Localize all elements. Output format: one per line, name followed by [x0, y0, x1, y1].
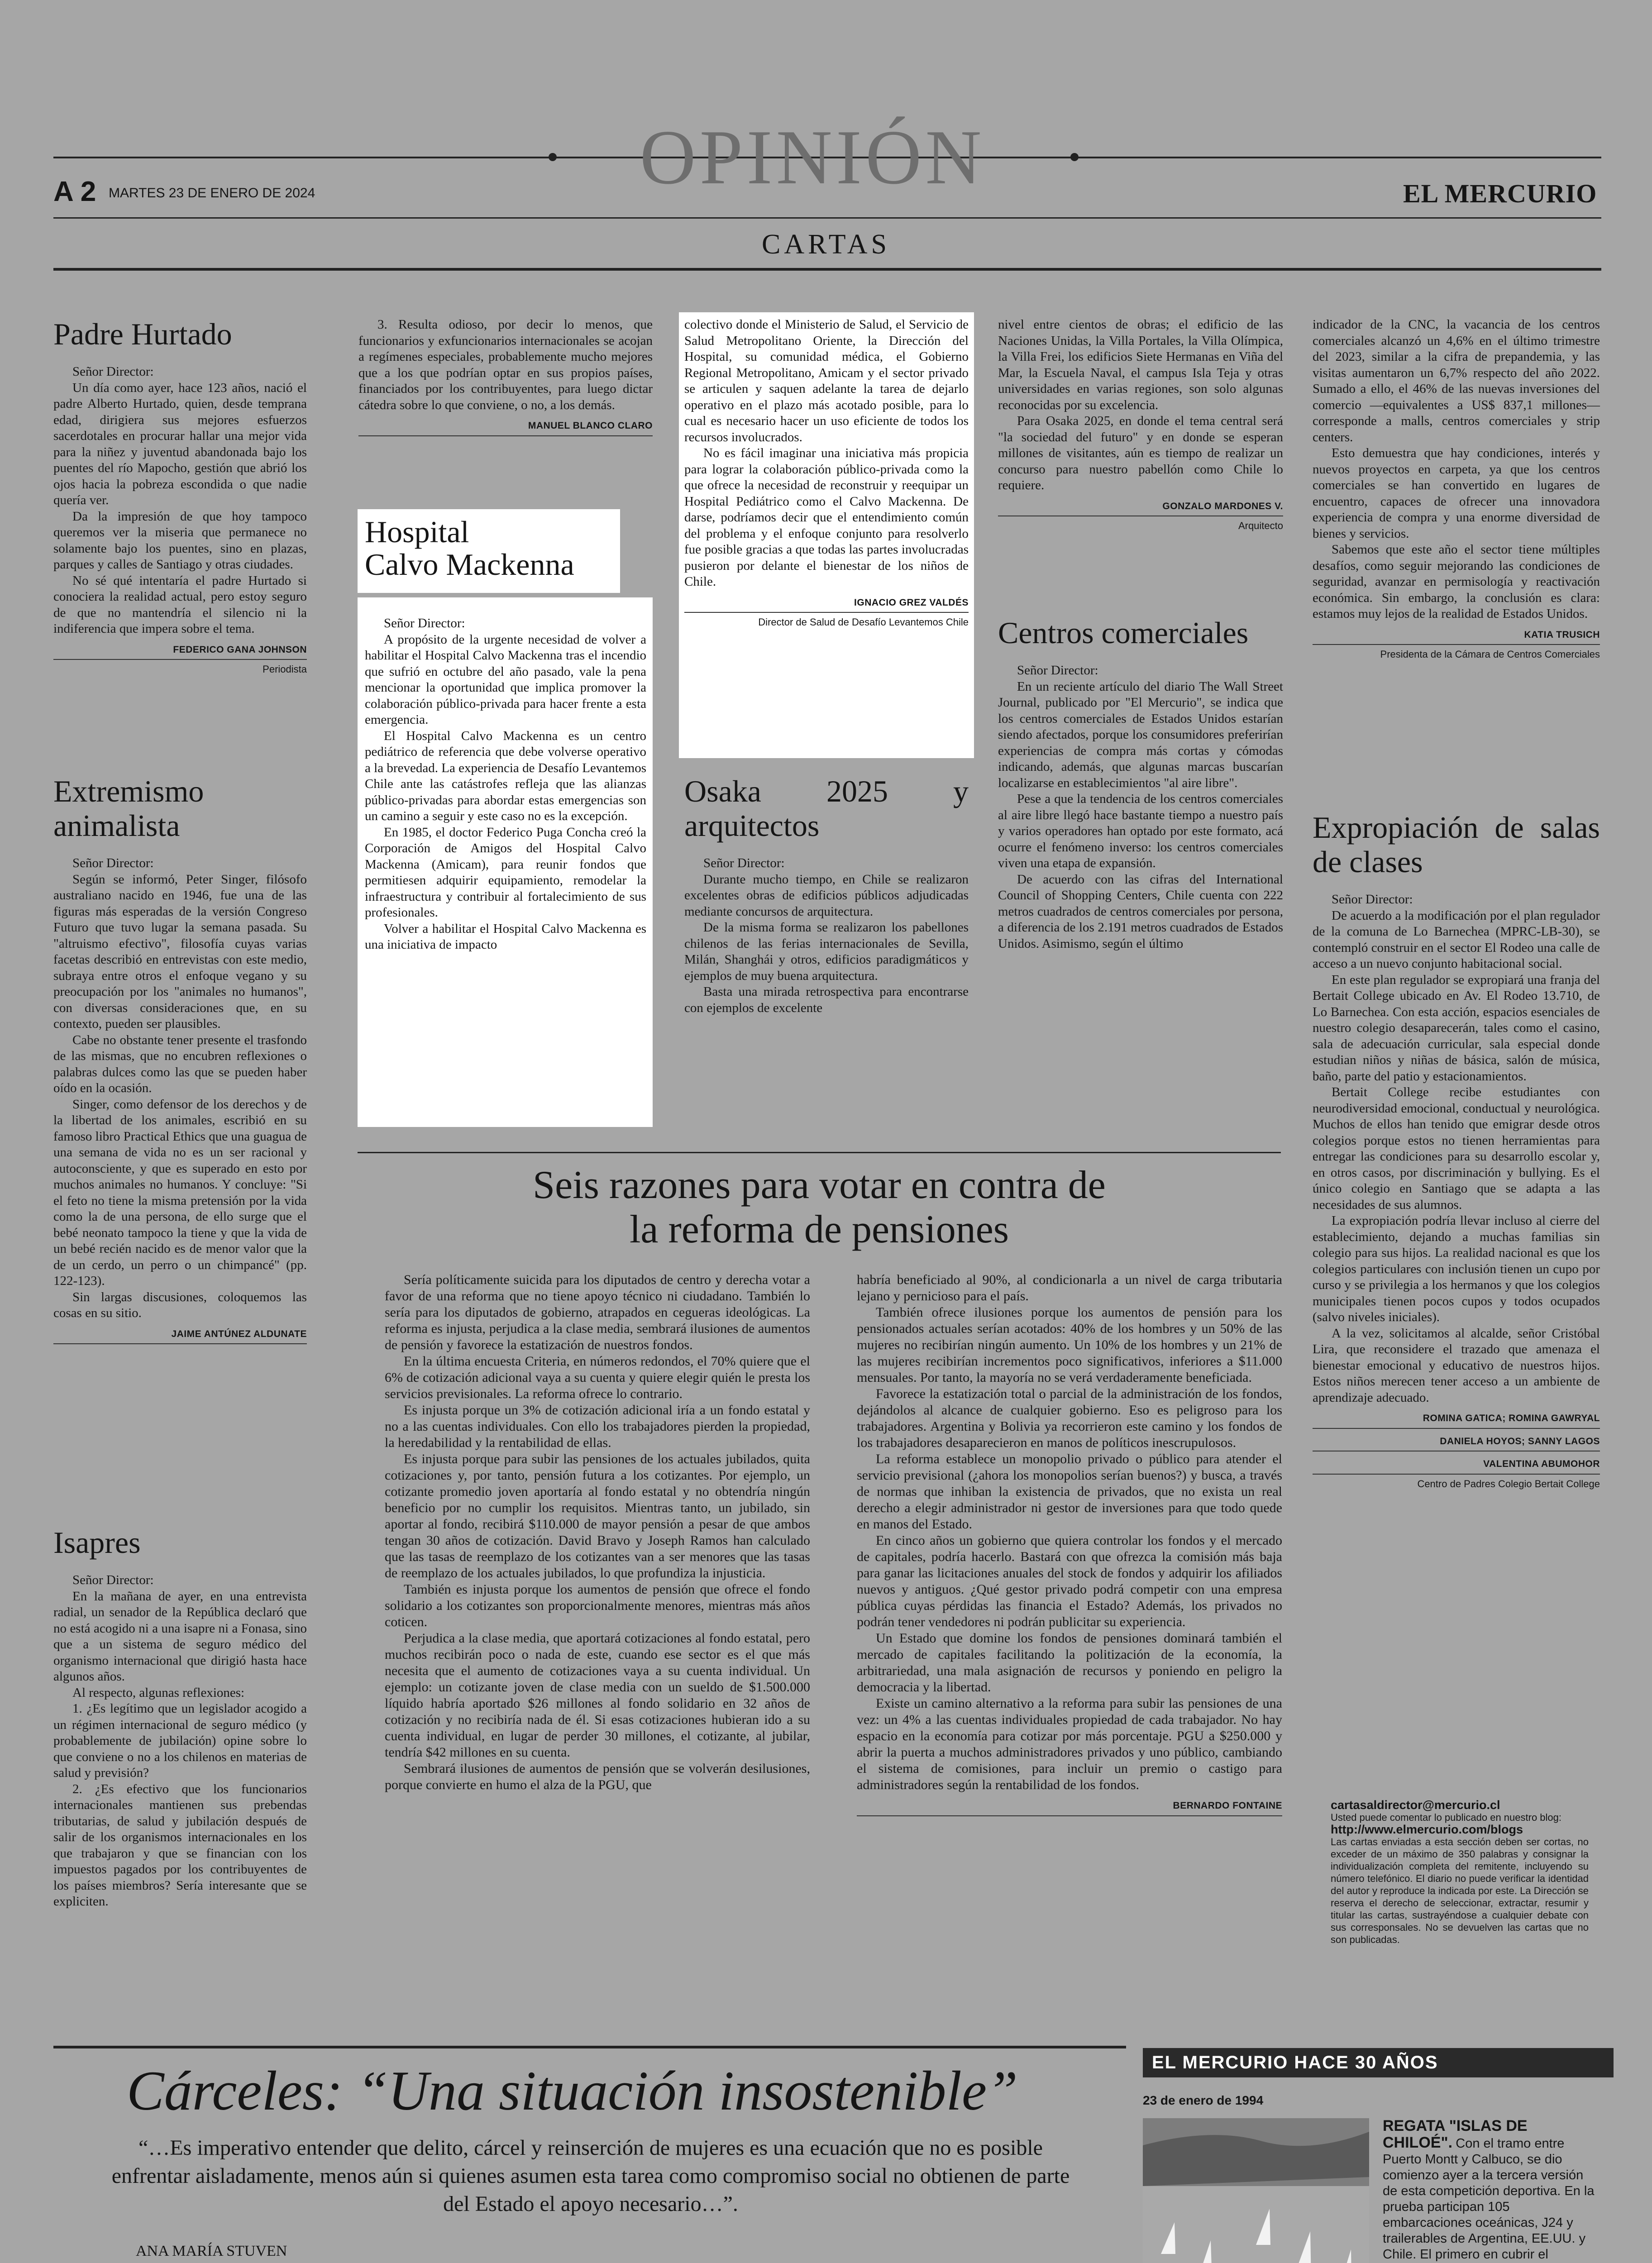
letter-title	[358, 509, 620, 587]
paragraph: También ofrece ilusiones porque los aumentos de pensión para los pensionados actuales serían acotados: 40% de los hombres y un 50% de las mujeres no recibirían ningún aumento. Un 10% de los hombres y un 21% de las mujeres recibirían incrementos poco significativos, inferiores a $11.000 mensuales. Por tanto, la mayoría no se verá verdaderamente beneficiada.	[857, 1305, 1282, 1385]
salutation: Señor Director:	[72, 364, 154, 379]
signature: JAIME ANTÚNEZ ALDUNATE	[53, 1326, 307, 1345]
salutation: Señor Director:	[72, 856, 154, 870]
section-rule	[358, 1152, 1281, 1153]
paragraph: Basta una mirada retrospectiva para encontrarse con ejemplos de excelente	[684, 984, 969, 1015]
title-line: Hospital	[365, 515, 469, 549]
page-number: A 2	[53, 176, 96, 207]
paragraph: En este plan regulador se expropiará una franja del Bertait College ubicado en Av. El Rodeo 13.710, de Lo Barnechea. Con esta acción, espacios esenciales de nuestro colegio desaparecerán, tales como el casino, sala de adecuación curricular, sala especial donde estudian niños y niñas de básica, salón de música, baño, parte del patio y estacionamientos.	[1313, 972, 1600, 1084]
paragraph: habría beneficiado al 90%, al condicionarla a un nivel de carga tributaria lejano y pernicioso para el país.	[857, 1272, 1282, 1303]
title-line: Seis razones para votar en contra de	[533, 1163, 1106, 1207]
subsection-title: CARTAS	[762, 229, 890, 260]
paragraph: No sé qué intentaría el padre Hurtado si conociera la realidad actual, pero estoy seguro de que no mantendría el silencio ni la indiferencia que impera sobre el tema.	[53, 573, 307, 636]
paragraph: Pese a que la tendencia de los centros comerciales al aire libre llegó hace bastante tiempo a nuestro país y varios operadores han optado por este formato, acá ocurre el fenómeno inverso: los centros comerciales viven una etapa de expansión.	[998, 792, 1283, 870]
salutation: Señor Director:	[1017, 663, 1098, 678]
signature: FEDERICO GANA JOHNSON	[53, 642, 307, 660]
signature: GONZALO MARDONES V.	[998, 498, 1283, 517]
contact-box	[1331, 1799, 1589, 1946]
paragraph: Es injusta porque para subir las pensiones de los actuales jubilados, quita cotizaciones y, por tanto, pensión futura a los cotizantes. Por ejemplo, un cotizante promedio joven aportaría al fondo estatal y no obtendría ningún beneficio por no cumplir los requisitos. Mientras tanto, un jubilado, sin aportar al fondo, recibirá $110.000 de mayor pensión a pesar de que ambos tengan 30 años de cotización. David Bravo y Joseph Ramos han calculado que las tasas de reemplazo de los cotizantes van a ser menores que las tasas de reemplazo de los actuales jubilados, lo que profundiza la injusticia.	[385, 1451, 810, 1580]
paragraph: Durante mucho tiempo, en Chile se realizaron excelentes obras de edificios públicos adjudicadas mediante concursos de arquitectura.	[684, 872, 969, 919]
paragraph: A propósito de la urgente necesidad de volver a habilitar el Hospital Calvo Mackenna tras el incendio que sufrió en octubre del año pasado, vale la pena mencionar la oportunidad que implica promover la colaboración público-privada para hacer frente a esta emergencia.	[365, 632, 646, 727]
letter-title: Padre Hurtado	[53, 317, 232, 351]
paragraph: Volver a habilitar el Hospital Calvo Mackenna es una iniciativa de impacto	[365, 921, 646, 952]
paragraph: A la vez, solicitamos al alcalde, señor Cristóbal Lira, que reconsidere el trazado que amenaza el bienestar emocional y educativo de nuestros hijos. Estos niños merecen tener acceso a un ambiente de aprendizaje adecuado.	[1313, 1326, 1600, 1405]
paragraph: Es injusta porque un 3% de cotización adicional iría a un fondo estatal y no a las cuentas individuales. Con ello los trabajadores pierden la propiedad, la heredabilidad y la rentabilidad de ellas.	[385, 1403, 810, 1450]
paragraph: De acuerdo con las cifras del International Council of Shopping Centers, Chile cuenta con 222 metros cuadrados de centros comerciales por persona, a diferencia de los 2.191 metros cuadrados de Estados Unidos. Asimismo, según el último	[998, 872, 1283, 951]
letter-title: Isapres	[53, 1525, 141, 1560]
paragraph: Según se informó, Peter Singer, filósofo australiano nacido en 1946, fue una de las figuras más esperadas de la versión Congreso Futuro que tuvo lugar la semana pasada. Su "altruismo efectivo", filosofía cuyas varias facetas describió en entrevistas con este medio, subraya entre otros el enfoque vegano y su preocupación por los "animales no humanos", con diversas consideraciones que, en su contexto, pueden ser plausibles.	[53, 872, 307, 1031]
salutation: Señor Director:	[384, 616, 465, 630]
paragraph: Para Osaka 2025, en donde el tema central será "la sociedad del futuro" y en donde se esperan millones de visitantes, aún es tiempo de realizar un concurso para nuestro pabellón como Chile lo requiere.	[998, 414, 1283, 492]
masthead-rule	[53, 217, 1601, 219]
paragraph: 1. ¿Es legítimo que un legislador acogido a un régimen internacional de seguro médico (y probablemente de jubilación) opine sobre lo que conviene o no a los chilenos en materias de salud y previsión?	[53, 1701, 307, 1780]
paragraph: En 1985, el doctor Federico Puga Concha creó la Corporación de Amigos del Hospital Calvo Mackenna (Amicam), para reunir fondos que permitiesen adquirir equipamiento, remodelar la infraestructura y contribuir al fortalecimiento de sus profesionales.	[365, 825, 646, 920]
signature-role: Presidenta de la Cámara de Centros Comerciales	[1380, 649, 1600, 660]
paragraph: En la mañana de ayer, en una entrevista radial, un senador de la República declaró que no está acogido ni a una isapre ni a Fonasa, sino que a un sistema de seguro médico del organismo internacional que dirigió hasta hace algunos años.	[53, 1589, 307, 1684]
signature: BERNARDO FONTAINE	[857, 1798, 1282, 1816]
letter-calvo-mackenna	[365, 616, 646, 953]
author-name: ANA MARÍA STUVEN	[136, 2243, 287, 2259]
paragraph: 3. Resulta odioso, por decir lo menos, que funcionarios y exfuncionarios internacionales se acojan a regímenes especiales, probablemente mucho mejores que a los que podrían optar en sus propios países, financiados por los contribuyentes, para luego dictar cátedra sobre lo que conviene, o no, a los demás.	[358, 317, 653, 412]
letter-osaka	[684, 774, 969, 1016]
paragraph: Esto demuestra que hay condiciones, interés y nuevos proyectos en carpeta, ya que los centros comerciales se han convertido en lugares de encuentro, capaces de ofrecer una innovadora experiencia de compra y una enorme diversidad de bienes y servicios.	[1313, 446, 1600, 541]
letter-isapres	[53, 1525, 307, 1910]
paragraph: 2. ¿Es efectivo que los funcionarios internacionales mantienen sus prebendas tributarias, de salud y jubilación después de salir de los organismos internacionales en los que trabajaron y que se financian con los impuestos pagados por los contribuyentes de los países miembros? Sería interesante que se expliciten.	[53, 1781, 307, 1909]
signature-role: Arquitecto	[1238, 520, 1283, 531]
paragraph: De la misma forma se realizaron los pabellones chilenos de las ferias internacionales de Sevilla, Milán, Shanghái y otros, edificios paradigmáticos y ejemplos de muy buena arquitectura.	[684, 920, 969, 983]
regata-item	[1383, 2118, 1595, 2263]
paragraph: Da la impresión de que hoy tampoco queremos ver la miseria que permanece no solamente bajo los puentes, sino en plazas, parques y calles de Santiago y otras ciudades.	[53, 509, 307, 572]
paragraph: Bertait College recibe estudiantes con neurodiversidad emocional, conductual y neurológica. Muchos de ellos han tenido que emigrar desde otros colegios porque estos no tienen herramientas para entregar las condiciones para su desarrollo escolar y, en otros casos, por discriminación y bullying. Es el único colegio en Santiago que se adapta a las necesidades de sus alumnos.	[1313, 1085, 1600, 1212]
regatta-photo	[1143, 2118, 1369, 2263]
paragraph: Existe un camino alternativo a la reforma para subir las pensiones de una vez: un 4% a las cuentas individuales propiedad de cada trabajador. No hay espacio en la economía para cotizar por más porcentaje. PGU a $250.000 y abrir la puerta a muchos administradores privados y uno público, cambiando el sistema de comisiones, para incluir un premio o castigo para administradores según la rentabilidad de los fondos.	[857, 1696, 1282, 1792]
paragraph: Singer, como defensor de los derechos y de la libertad de los animales, escribió en su famoso libro Practical Ethics que una guagua de una semana de vida no es un ser racional y autoconsciente, y que es superado en esto por muchos animales no humanos. Y concluye: "Si el feto no tiene la misma pretensión por la vida como la de una persona, de ello surge que el bebé neonato tampoco la tiene y que la vida de un bebé recién nacido es de menor valor que la de un cerdo, un perro o un chimpancé" (pp. 122-123).	[53, 1097, 307, 1288]
blog-link[interactable]: http://www.elmercurio.com/blogs	[1331, 1823, 1523, 1836]
signature: KATIA TRUSICH	[1313, 627, 1600, 645]
item-title: REGATA "ISLAS DE CHILOÉ".	[1383, 2117, 1528, 2151]
item-text: Con el tramo entre Puerto Montt y Calbuco, se dio comienzo ayer a la tercera versión de esta competición deportiva. En la prueba participan 105 embarcaciones oceánicas, J24 y trailerables de Argentina, EE.UU. y Chile. El primero en cubrir el	[1383, 2136, 1595, 2262]
signature-role: Director de Salud de Desafío Levantemos Chile	[758, 616, 969, 628]
paragraph: Sabemos que este año el sector tiene múltiples desafíos, como seguir mejorando las condiciones de seguridad, avanzar en permisología y reactivación económica. Sin embargo, la conclusión es clara: estamos muy lejos de la realidad de Estados Unidos.	[1313, 542, 1600, 621]
signature: ROMINA GATICA; ROMINA GAWRYAL	[1313, 1410, 1600, 1429]
paragraph: Sin largas discusiones, coloquemos las cosas en su sitio.	[53, 1289, 307, 1320]
paragraph: La expropiación podría llevar incluso al cierre del establecimiento, dejando a muchas familias sin colegio para sus hijos. La realidad nacional es que los colegios particulares con inclusión tienen un cupo por curso y se privilegia a los hermanos y que los colegios municipales tienen pocos cupos y todos ocupados (salvo niveles iniciales).	[1313, 1213, 1600, 1324]
paragraph: En un reciente artículo del diario The Wall Street Journal, publicado por "El Mercurio", se indica que los centros comerciales de Estados Unidos estarían siendo afectados, porque los consumidores preferirían experiencias de compra más cortas y cómodas indicando, además, que algunas marcas buscarían localizarse en establecimientos "al aire libre".	[998, 679, 1283, 790]
paragraph: En la última encuesta Criteria, en números redondos, el 70% quiere que el 6% de cotización adicional vaya a su cuenta y quiere elegir quién le presta los servicios previsionales. La reforma ofrece lo contrario.	[385, 1354, 810, 1401]
paragraph: Cabe no obstante tener presente el trasfondo de las mismas, que no encubren reflexiones o palabras dulces como las que se pueden haber oído en la ocasión.	[53, 1032, 307, 1095]
section-rule	[53, 2046, 1126, 2048]
letter-title: Expropiación de salas de clases	[1313, 810, 1600, 879]
letter-title: Osaka 2025 y arquitectos	[684, 774, 969, 843]
letter-title: Centros comerciales	[998, 616, 1249, 650]
article-title: Cárceles: “Una situación insostenible”	[127, 2060, 1018, 2122]
issue-date: MARTES 23 DE ENERO DE 2024	[109, 186, 315, 201]
signature: VALENTINA ABUMOHOR	[1313, 1456, 1600, 1475]
title-line: la reforma de pensiones	[629, 1208, 1009, 1251]
letter-title: Extremismo animalista	[53, 774, 204, 843]
salutation: Señor Director:	[72, 1573, 154, 1587]
paragraph: colectivo donde el Ministerio de Salud, el Servicio de Salud Metropolitano Oriente, la Dirección del Hospital, su comunidad médica, el Gobierno Regional Metropolitano, Amicam y el sector privado se articulen y saquen adelante la tarea de dejarlo operativo en el plazo más acotado posible, para lo cual es necesario hacer un uso eficiente de todos los recursos involucrados.	[684, 317, 969, 444]
paragraph: Sería políticamente suicida para los diputados de centro y derecha votar a favor de una reforma que no tiene apoyo técnico ni ciudadano. También lo sería para los diputados de gobierno, atrapados en cegueras ideológicas. La reforma es injusta, perjudica a la clase media, sembrará ilusiones de aumentos de pensión y favorece la estatización de nuestros fondos.	[385, 1272, 810, 1352]
paragraph: La reforma establece un monopolio privado o público para atender el servicio previsional (¿ahora los monopolios serían buenos?) y busca, a través de normas que inhiban la existencia de privados, que no exista un real derecho a elegir administrador ni gestor de inversiones para que todo quede en manos del Estado.	[857, 1451, 1282, 1532]
signature: DANIELA HOYOS; SANNY LAGOS	[1313, 1433, 1600, 1452]
signature-role: Periodista	[263, 664, 307, 675]
paragraph: Al respecto, algunas reflexiones:	[72, 1685, 245, 1700]
letter-calvo-continued	[684, 317, 969, 630]
title-box	[358, 509, 620, 593]
letter-extremismo	[53, 774, 307, 1344]
letter-centros-comerciales	[998, 616, 1283, 952]
paragraph: nivel entre cientos de obras; el edificio de las Naciones Unidas, la Villa Portales, la Villa Olímpica, la Villa Frei, los edificios Siete Hermanas en Viña del Mar, la Escuela Naval, el campus Isla Teja y otras universidades en varias regiones, son solo algunas reconocidas por su excelencia.	[998, 317, 1283, 412]
salutation: Señor Director:	[1332, 892, 1413, 907]
sailboat-photo-icon	[1143, 2118, 1369, 2263]
letter-expropiacion	[1313, 810, 1600, 1492]
paragraph: También es injusta porque los aumentos de pensión que ofrece el fondo solidario a los cotizantes son proporcionalmente menores, mientras más años coticen.	[385, 1582, 810, 1629]
paper-name: EL MERCURIO	[1403, 179, 1597, 208]
letter-osaka-continued	[998, 317, 1283, 534]
sidebar-header: EL MERCURIO HACE 30 AÑOS	[1143, 2048, 1614, 2077]
letter-isapres-continued	[358, 317, 653, 436]
pensiones-col-1	[385, 1272, 810, 1793]
salutation: Señor Director:	[703, 856, 785, 870]
pensiones-col-2	[857, 1272, 1282, 1816]
paragraph: indicador de la CNC, la vacancia de los centros comerciales alcanzó un 4,6% en el último trimestre del 2023, similar a la cifra de prepandemia, y las visitas aumentaron un 6,7% respecto del año 2022. Sumado a ello, el 46% de las nuevas inversiones del comercio —equivalentes a US$ 837,1 millones— corresponde a malls, centros comerciales y strip centers.	[1313, 317, 1600, 444]
column-title	[358, 1163, 1281, 1252]
bullet-icon	[549, 153, 557, 161]
article-quote: “…Es imperativo entender que delito, cárcel y reinserción de mujeres es una ecuación que no es posible enfrentar aisladamente, menos aún si quienes asumen esta tarea como compromiso social no obtienen de parte del Estado el apoyo necesario…”.	[111, 2136, 1070, 2216]
paragraph: Un Estado que domine los fondos de pensiones dominará también el mercado de capitales facilitando la politización de la economía, la arbitrariedad, una mala asignación de recursos y poniendo en peligro la democracia y la libertad.	[857, 1631, 1282, 1695]
title-line: Calvo Mackenna	[365, 547, 574, 582]
paragraph: Un día como ayer, hace 123 años, nació el padre Alberto Hurtado, quien, desde temprana edad, dirigiera sus mejores esfuerzos sacerdotales en procurar hallar una mejor vida para la niñez y juventud abandonada bajo los puentes del río Mapocho, gestión que abrió los ojos hacia la pobreza escondida o que nadie quería ver.	[53, 380, 307, 507]
contact-text: Usted puede comentar lo publicado en nuestro blog:	[1331, 1812, 1562, 1823]
signature: IGNACIO GREZ VALDÉS	[684, 595, 969, 613]
section-title: OPINIÓN	[640, 115, 985, 201]
paragraph: El Hospital Calvo Mackenna es un centro pediátrico de referencia que debe volverse operativo a la brevedad. La experiencia de Desafío Levantemos Chile ante las catástrofes refleja que las alianzas público-privadas para abordar estas emergencias son un camino a seguir y este caso no es la excepción.	[365, 728, 646, 823]
paragraph: Perjudica a la clase media, que aportará cotizaciones al fondo estatal, pero muchos recibirán poco o nada de este, cuando ese sector es el que más necesita que el aumento de cotizaciones vaya a su cuenta individual. Un ejemplo: un cotizante joven de clase media con un sueldo de $1.500.000 líquido habría aportado $26 millones al fondo solidario en 32 años de cotización y no recibiría nada de él. Si esas cotizaciones hubieran ido a su cuenta individual, en lugar de perder 30 millones, el cotizante, al jubilar, tendría $42 millones en su cuenta.	[385, 1631, 810, 1760]
paragraph: En cinco años un gobierno que quiera controlar los fondos y el mercado de capitales, podría hacerlo. Bastará con que ofrezca la comisión más baja para ganar las licitaciones anuales del stock de fondos y adquirir los afiliados nuevos y antiguos. ¿Qué gestor privado podrá competir con una empresa pública cuyas pérdidas las financia el Estado? Además, los privados no podrán tener vendedores ni podrán publicitar su experiencia.	[857, 1533, 1282, 1629]
sidebar-date: 23 de enero de 1994	[1143, 2093, 1264, 2107]
contact-email[interactable]: cartasaldirector@mercurio.cl	[1331, 1798, 1500, 1812]
paragraph: Favorece la estatización total o parcial de la administración de los fondos, dejándolos al alcance de cualquier gobierno. Eso es peligroso para los trabajadores. Argentina y Bolivia ya recorrieron este camino y los fondos de los trabajadores desaparecieron en manos de políticos inescrupulosos.	[857, 1386, 1282, 1450]
contact-rules: Las cartas enviadas a esta sección deben ser cortas, no exceder de un máximo de 350 palabras y consignar la individualización completa del remitente, incluyendo su número telefónico. El diario no puede verificar la identidad del autor y reproduce la indicada por este. La Dirección se reserva el derecho de seleccionar, extractar, resumir y titular las cartas, sustrayéndose a cualquier debate con sus corresponsales. No se devuelven las cartas que no son publicadas.	[1331, 1836, 1589, 1945]
signature-role: Centro de Padres Colegio Bertait College	[1417, 1478, 1600, 1490]
paragraph: No es fácil imaginar una iniciativa más propicia para lograr la colaboración público-privada como la que ofrece la necesidad de reconstruir y reequipar un Hospital Pediátrico como el Calvo Mackenna. De darse, podríamos decir que el entendimiento común del problema y el enfoque conjunto para resolverlo fue posible gracias a que todas las partes involucradas pusieron por delante el bienestar de los niños de Chile.	[684, 446, 969, 589]
letter-centros-continued	[1313, 317, 1600, 663]
paragraph: Sembrará ilusiones de aumentos de pensión que se volverán desilusiones, porque convierte en humo el alza de la PGU, que	[385, 1761, 810, 1792]
bullet-icon	[1070, 153, 1079, 161]
masthead-rule	[53, 268, 1601, 271]
letter-padre-hurtado	[53, 317, 307, 678]
signature: MANUEL BLANCO CLARO	[358, 418, 653, 436]
paragraph: De acuerdo a la modificación por el plan regulador de la comuna de Lo Barnechea (MPRC-LB-30), se contempló construir en el sector El Rodeo una calle de acceso a un nuevo conjunto habitacional social.	[1313, 908, 1600, 971]
